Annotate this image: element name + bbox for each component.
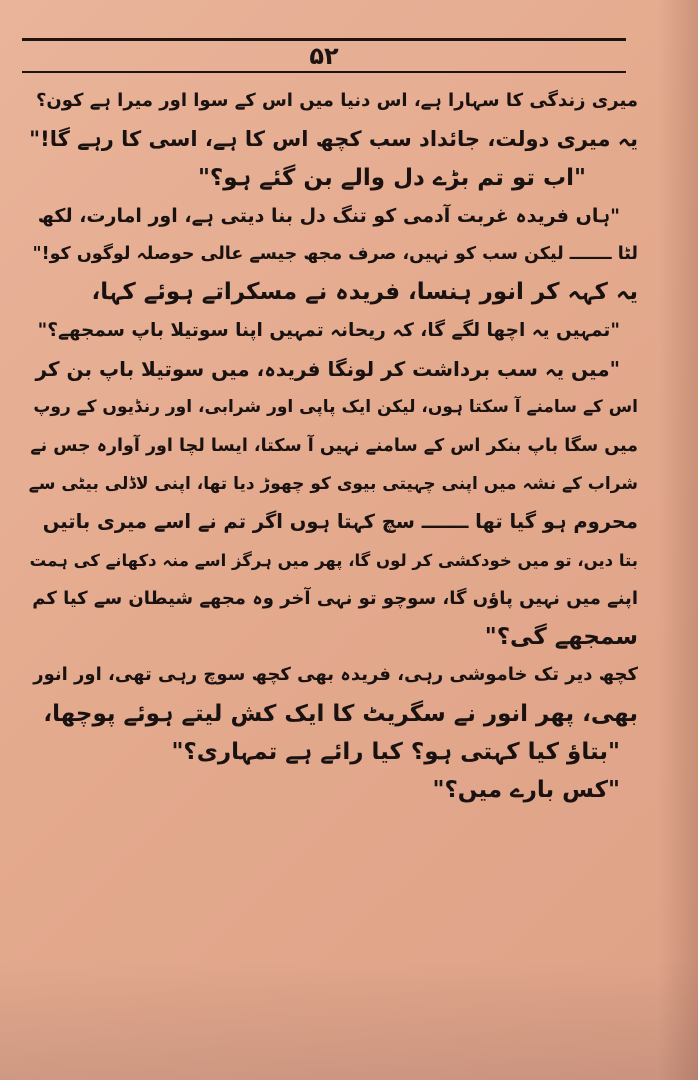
header-rule-top: [22, 38, 626, 41]
text-line: میری زندگی کا سہارا ہے، اس دنیا میں اس کے سوا اور میرا ہے کون؟: [35, 90, 638, 111]
text-line: "بتاؤ کیا کہتی ہو؟ کیا رائے ہے تمہاری؟": [171, 739, 620, 766]
text-line: محروم ہو گیا تھا ـــــــ سچ کہتا ہوں اگر تم نے اسے میری باتیں: [42, 510, 638, 534]
text-line: اپنے میں نہیں پاؤں گا، سوچو تو نہی آخر وہ مجھے شیطان سے کیا کم: [32, 587, 638, 609]
text-line: "میں یہ سب برداشت کر لونگا فریدہ، میں سوتیلا باپ بن کر: [35, 357, 620, 382]
text-line: کچھ دیر تک خاموشی رہی، فریدہ بھی کچھ سوچ رہی تھی، اور انور: [33, 664, 638, 686]
text-line: "ہاں فریدہ غربت آدمی کو تنگ دل بنا دیتی ہے، اور امارت، لکھ: [37, 204, 620, 227]
text-line: لٹا ـــــــ لیکن سب کو نہیں، صرف مجھ جیسے عالی حوصلہ لوگوں کو!": [32, 244, 638, 265]
page-bottom-shadow: [0, 960, 698, 1080]
page-edge-shadow: [658, 0, 698, 1080]
text-line: یہ کہہ کر انور ہنسا، فریدہ نے مسکراتے ہوئے کہا،: [91, 279, 638, 306]
text-line: یہ میری دولت، جائداد سب کچھ اس کا ہے، اسی کا رہے گا!": [29, 127, 638, 152]
text-line: میں سگا باپ بنکر اس کے سامنے نہیں آ سکتا، ایسا لچا اور آوارہ جس نے: [30, 435, 638, 456]
body-text: [28, 82, 638, 810]
page-number: ۵۲: [309, 42, 339, 70]
text-line: بتا دیں، تو میں خودکشی کر لوں گا، پھر میں ہرگز اسے منہ دکھانے کی ہمت: [29, 550, 638, 570]
text-line: "کس بارے میں؟": [432, 777, 620, 804]
header-rule-bottom: [22, 71, 626, 73]
text-line: "تمہیں یہ اچھا لگے گا، کہ ریحانہ تمہیں اپنا سوتیلا باپ سمجھے؟": [37, 319, 620, 341]
text-line: اس کے سامنے آ سکتا ہوں، لیکن ایک پاپی اور شرابی، اور رنڈیوں کے روپ: [33, 397, 638, 418]
text-line: شراب کے نشہ میں اپنی چہیتی بیوی کو چھوڑ دیا تھا، اپنی لاڈلی بیٹی سے: [28, 473, 638, 494]
text-line: "اب تو تم بڑے دل والے بن گئے ہو؟": [197, 164, 586, 191]
text-line: بھی، پھر انور نے سگریٹ کا ایک کش لیتے ہوئے پوچھا،: [43, 700, 638, 727]
text-line: سمجھے گی؟": [484, 624, 638, 651]
